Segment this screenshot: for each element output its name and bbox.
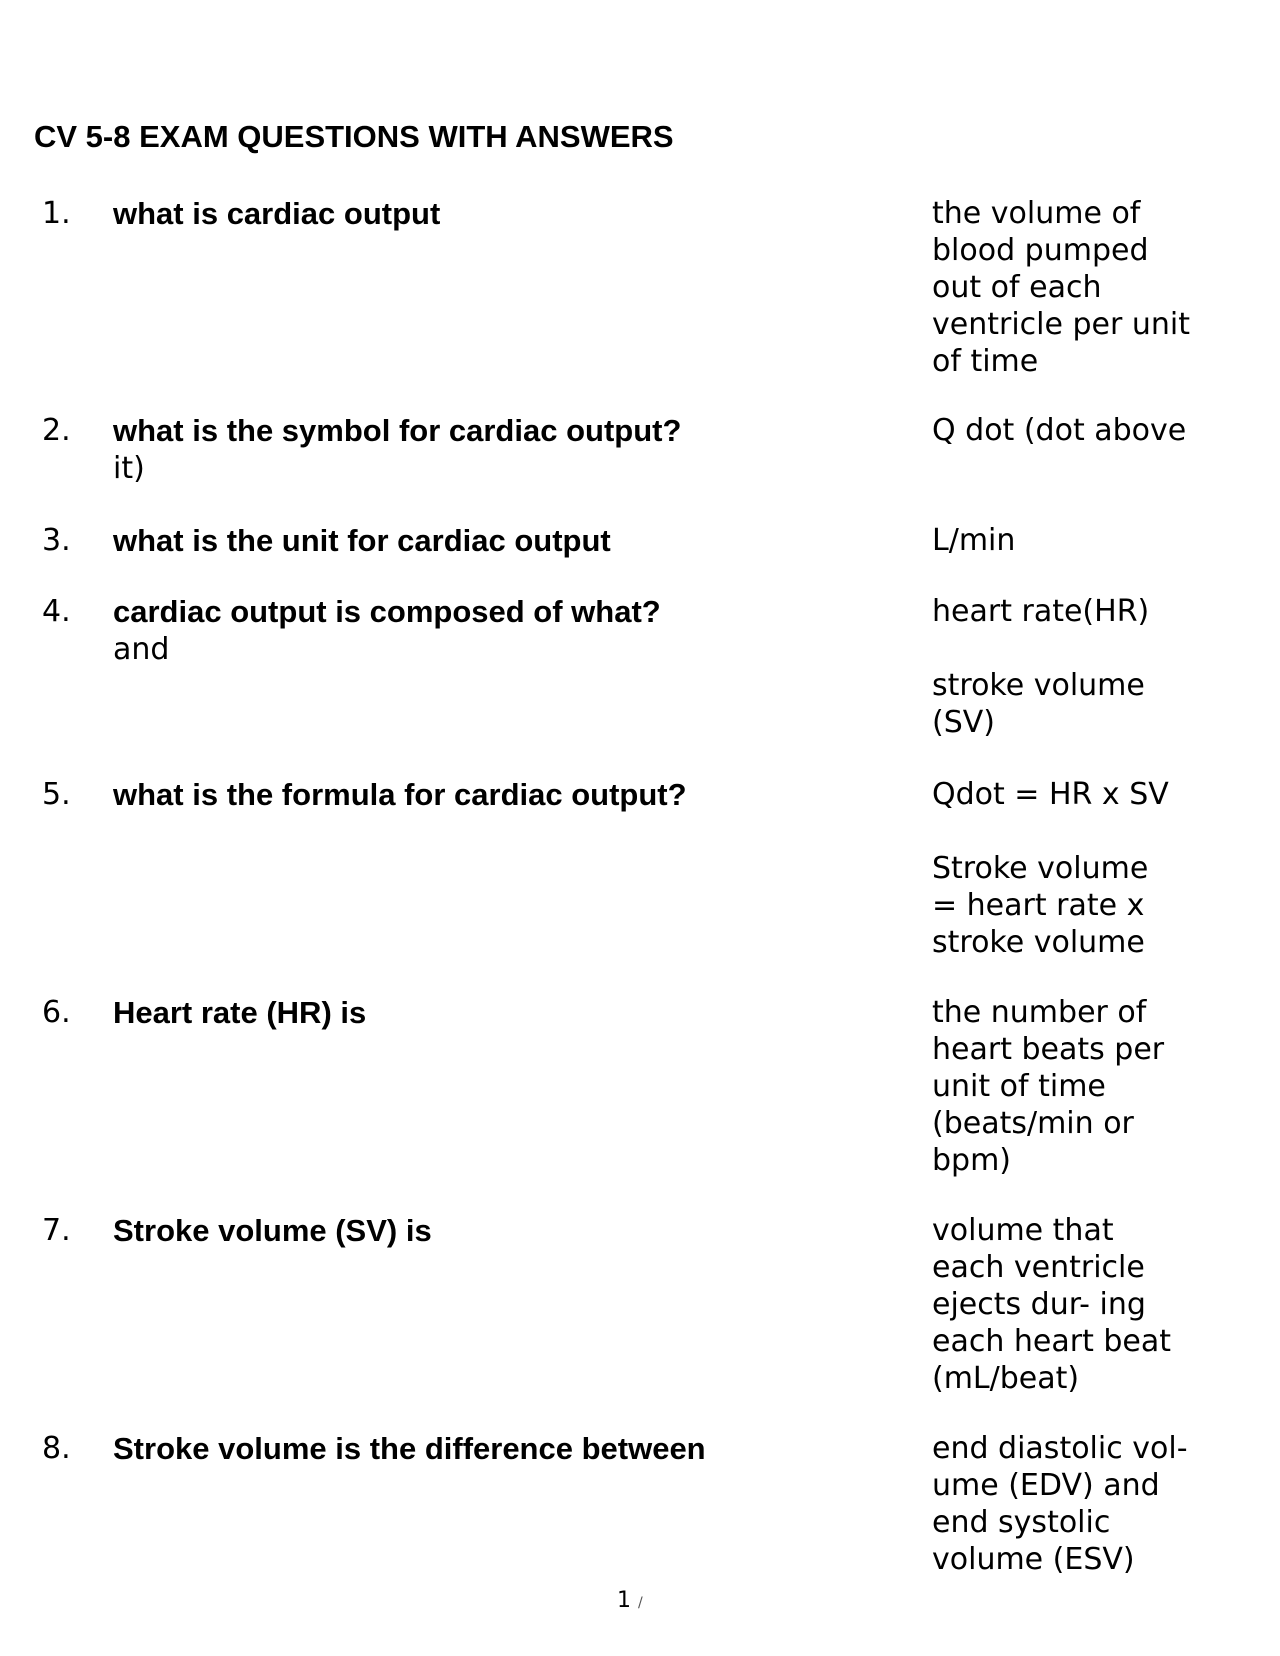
- answer-text-block: [932, 994, 1262, 1179]
- question-text-block: [113, 195, 913, 233]
- question-text-block: [113, 1430, 913, 1468]
- answer-blank-line: [932, 630, 1262, 667]
- answer-text-block: [932, 412, 1262, 449]
- question-text: Stroke volume is the difference between: [113, 1431, 706, 1466]
- answer-line: volume that: [932, 1213, 1114, 1248]
- question-text-block: [113, 994, 913, 1032]
- answer-line: stroke volume: [932, 925, 1145, 960]
- page-number-separator: /: [638, 1595, 643, 1611]
- answer-line: the number of: [932, 995, 1147, 1030]
- question-text-block: [113, 1212, 913, 1250]
- answer-line: unit of time: [932, 1069, 1106, 1104]
- question-text: Stroke volume (SV) is: [113, 1213, 432, 1248]
- answer-line: ejects dur- ing: [932, 1287, 1146, 1322]
- question-text: what is the symbol for cardiac output?: [113, 413, 682, 448]
- answer-line: each heart beat: [932, 1324, 1172, 1359]
- document-title: CV 5-8 EXAM QUESTIONS WITH ANSWERS: [34, 119, 674, 154]
- question-text: what is the unit for cardiac output: [113, 523, 611, 558]
- question-text-block: [113, 593, 913, 668]
- question-number: 3.: [42, 523, 71, 558]
- question-number: 4.: [42, 594, 71, 629]
- answer-line: ume (EDV) and: [932, 1468, 1160, 1503]
- answer-line: Stroke volume: [932, 851, 1149, 886]
- question-number: 7.: [42, 1213, 71, 1248]
- answer-text-block: [932, 593, 1262, 741]
- question-text: what is the formula for cardiac output?: [113, 777, 687, 812]
- answer-line: the volume of: [932, 196, 1141, 231]
- answer-blank-line: [932, 813, 1262, 850]
- question-text: Heart rate (HR) is: [113, 995, 367, 1030]
- answer-line: out of each: [932, 270, 1102, 305]
- answer-line: heart rate(HR): [932, 594, 1150, 629]
- answer-line: (SV): [932, 705, 995, 740]
- page-number: [617, 1588, 643, 1616]
- answer-text-block: [932, 776, 1262, 961]
- answer-line: blood pumped: [932, 233, 1149, 268]
- answer-line: bpm): [932, 1143, 1012, 1178]
- page-number-value: 1: [617, 1588, 631, 1613]
- answer-line: Q dot (dot above: [932, 413, 1187, 448]
- answer-line: each ventricle: [932, 1250, 1145, 1285]
- question-number: 6.: [42, 995, 71, 1030]
- question-number: 2.: [42, 413, 71, 448]
- answer-text-block: [932, 1430, 1262, 1578]
- question-text-block: [113, 412, 913, 487]
- answer-line: L/min: [932, 523, 1016, 558]
- answer-line: of time: [932, 344, 1039, 379]
- question-number: 5.: [42, 777, 71, 812]
- answer-line: end systolic: [932, 1505, 1111, 1540]
- question-text: what is cardiac output: [113, 196, 441, 231]
- answer-line: (mL/beat): [932, 1361, 1080, 1396]
- answer-line: heart beats per: [932, 1032, 1165, 1067]
- question-text: cardiac output is composed of what?: [113, 594, 661, 629]
- answer-line: = heart rate x: [932, 888, 1145, 923]
- answer-line: ventricle per unit: [932, 307, 1190, 342]
- answer-line: (beats/min or: [932, 1106, 1134, 1141]
- answer-text-block: [932, 522, 1262, 559]
- question-continuation: it): [113, 451, 145, 486]
- question-text-block: [113, 522, 913, 560]
- question-number: 8.: [42, 1431, 71, 1466]
- question-text-block: [113, 776, 913, 814]
- question-number: 1.: [42, 196, 71, 231]
- answer-text-block: [932, 195, 1262, 380]
- answer-line: volume (ESV): [932, 1542, 1135, 1577]
- question-continuation: and: [113, 632, 170, 667]
- answer-line: stroke volume: [932, 668, 1145, 703]
- answer-line: Qdot = HR x SV: [932, 777, 1169, 812]
- answer-text-block: [932, 1212, 1262, 1397]
- answer-line: end diastolic vol-: [932, 1431, 1188, 1466]
